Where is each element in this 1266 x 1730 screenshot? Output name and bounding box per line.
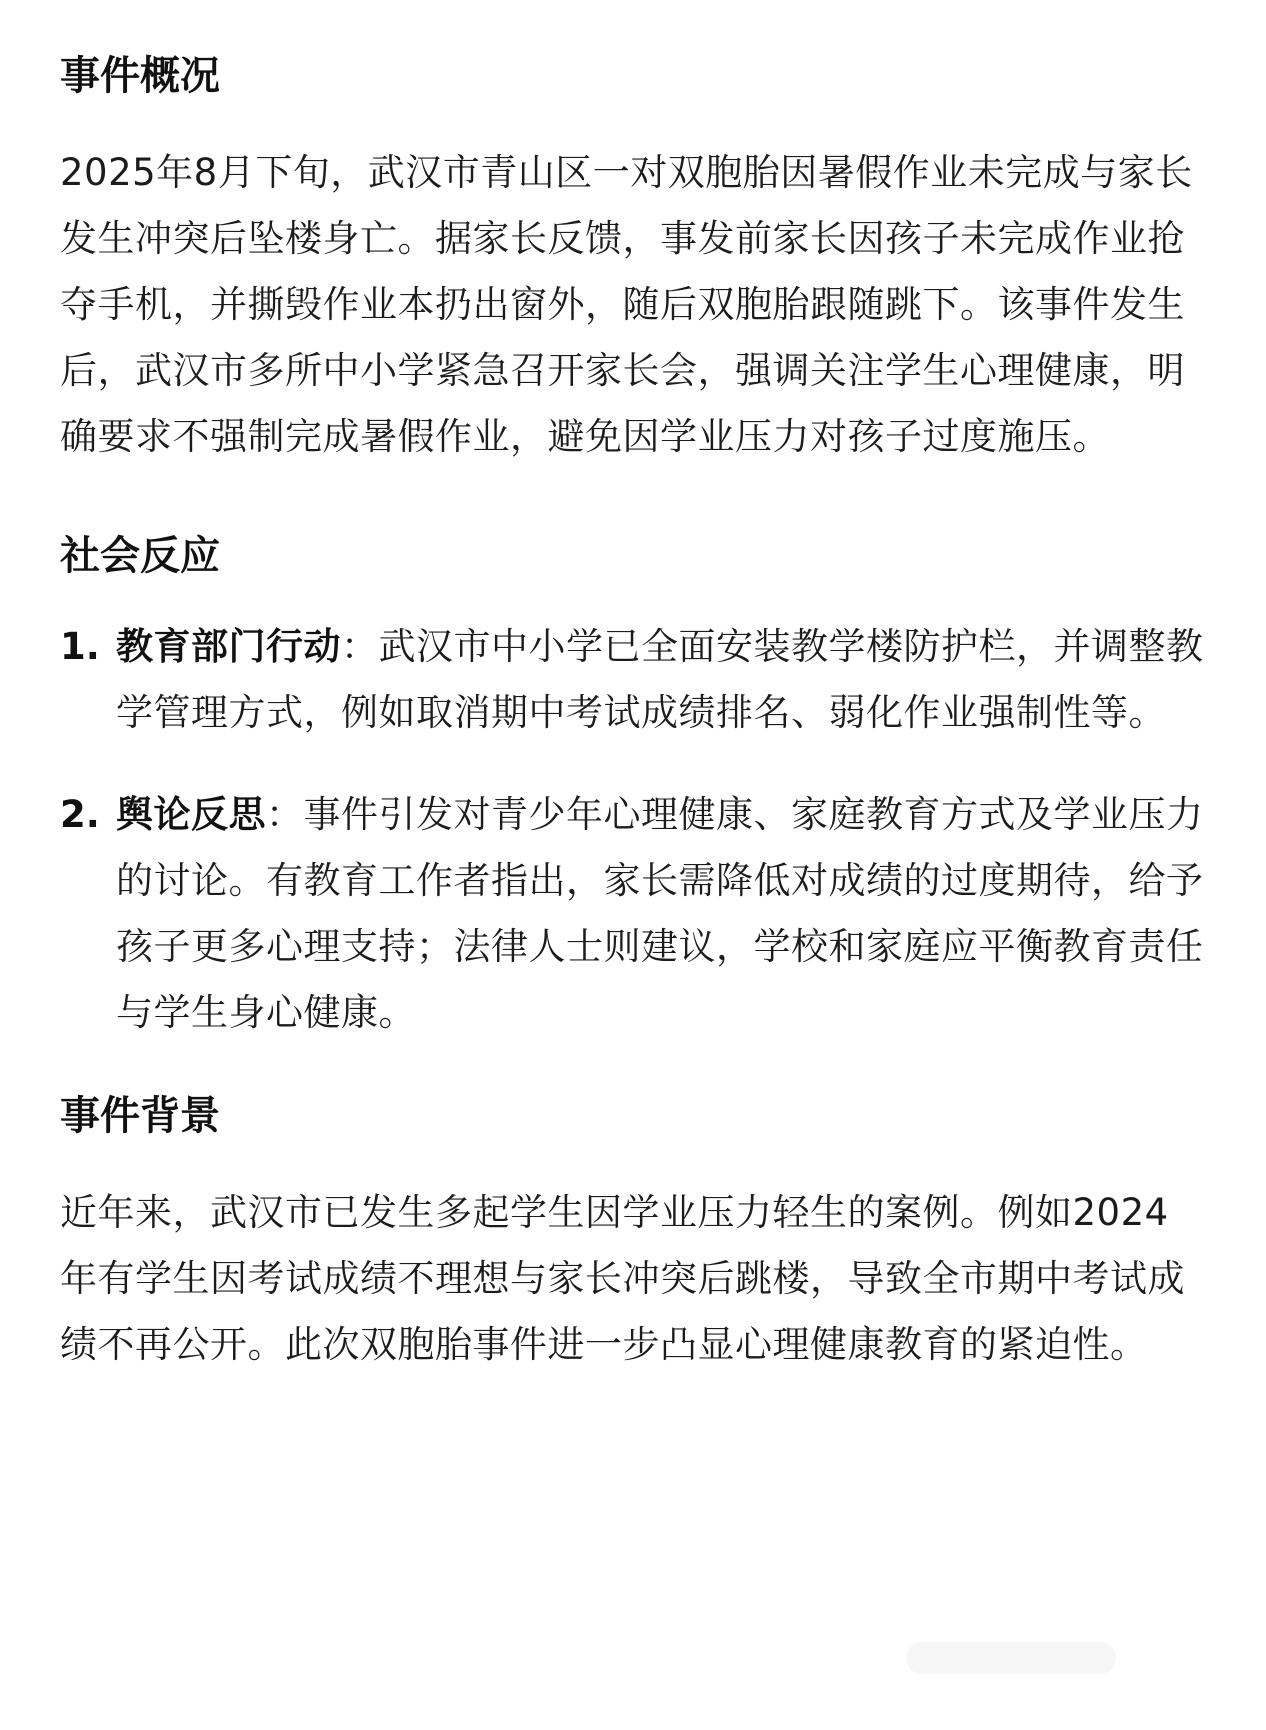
list-item-text [116, 614, 1206, 746]
section-title-background: 事件背景 [60, 1093, 220, 1139]
list-item [60, 782, 1206, 1046]
list-item-heading: 舆论反思 [116, 793, 266, 836]
watermark-logo-icon [906, 1636, 1116, 1680]
list-item-body: 武汉市中小学已全面安装教学楼防护栏，并调整教学管理方式，例如取消期中考试成绩排名、弱化作业强制性等。 [116, 625, 1204, 734]
section-title-reaction: 社会反应 [60, 533, 220, 579]
list-number: 2. [60, 793, 100, 836]
reaction-list [60, 614, 1206, 1046]
list-item-heading: 教育部门行动 [116, 625, 341, 668]
list-item-text [116, 782, 1206, 1046]
background-paragraph: 近年来，武汉市已发生多起学生因学业压力轻生的案例。例如2024年有学生因考试成绩不理想与家长冲突后跳楼，导致全市期中考试成绩不再公开。此次双胞胎事件进一步凸显心理健康教育的紧迫性。 [60, 1191, 1185, 1366]
list-item-separator: ： [341, 625, 379, 668]
overview-paragraph: 2025年8月下旬，武汉市青山区一对双胞胎因暑假作业未完成与家长发生冲突后坠楼身亡。据家长反馈，事发前家长因孩子未完成作业抢夺手机，并撕毁作业本扔出窗外，随后双胞胎跟随跳下。该事件发生后，武汉市多所中小学紧急召开家长会，强调关注学生心理健康，明确要求不强制完成暑假作业，避免因学业压力对孩子过度施压。 [60, 151, 1193, 458]
list-item-separator: ： [266, 793, 304, 836]
list-item-body: 事件引发对青少年心理健康、家庭教育方式及学业压力的讨论。有教育工作者指出，家长需降低对成绩的过度期待，给予孩子更多心理支持；法律人士则建议，学校和家庭应平衡教育责任与学生身心健康。 [116, 793, 1204, 1034]
list-number: 1. [60, 625, 100, 668]
section-title-overview: 事件概况 [60, 53, 220, 99]
list-item [60, 614, 1206, 746]
